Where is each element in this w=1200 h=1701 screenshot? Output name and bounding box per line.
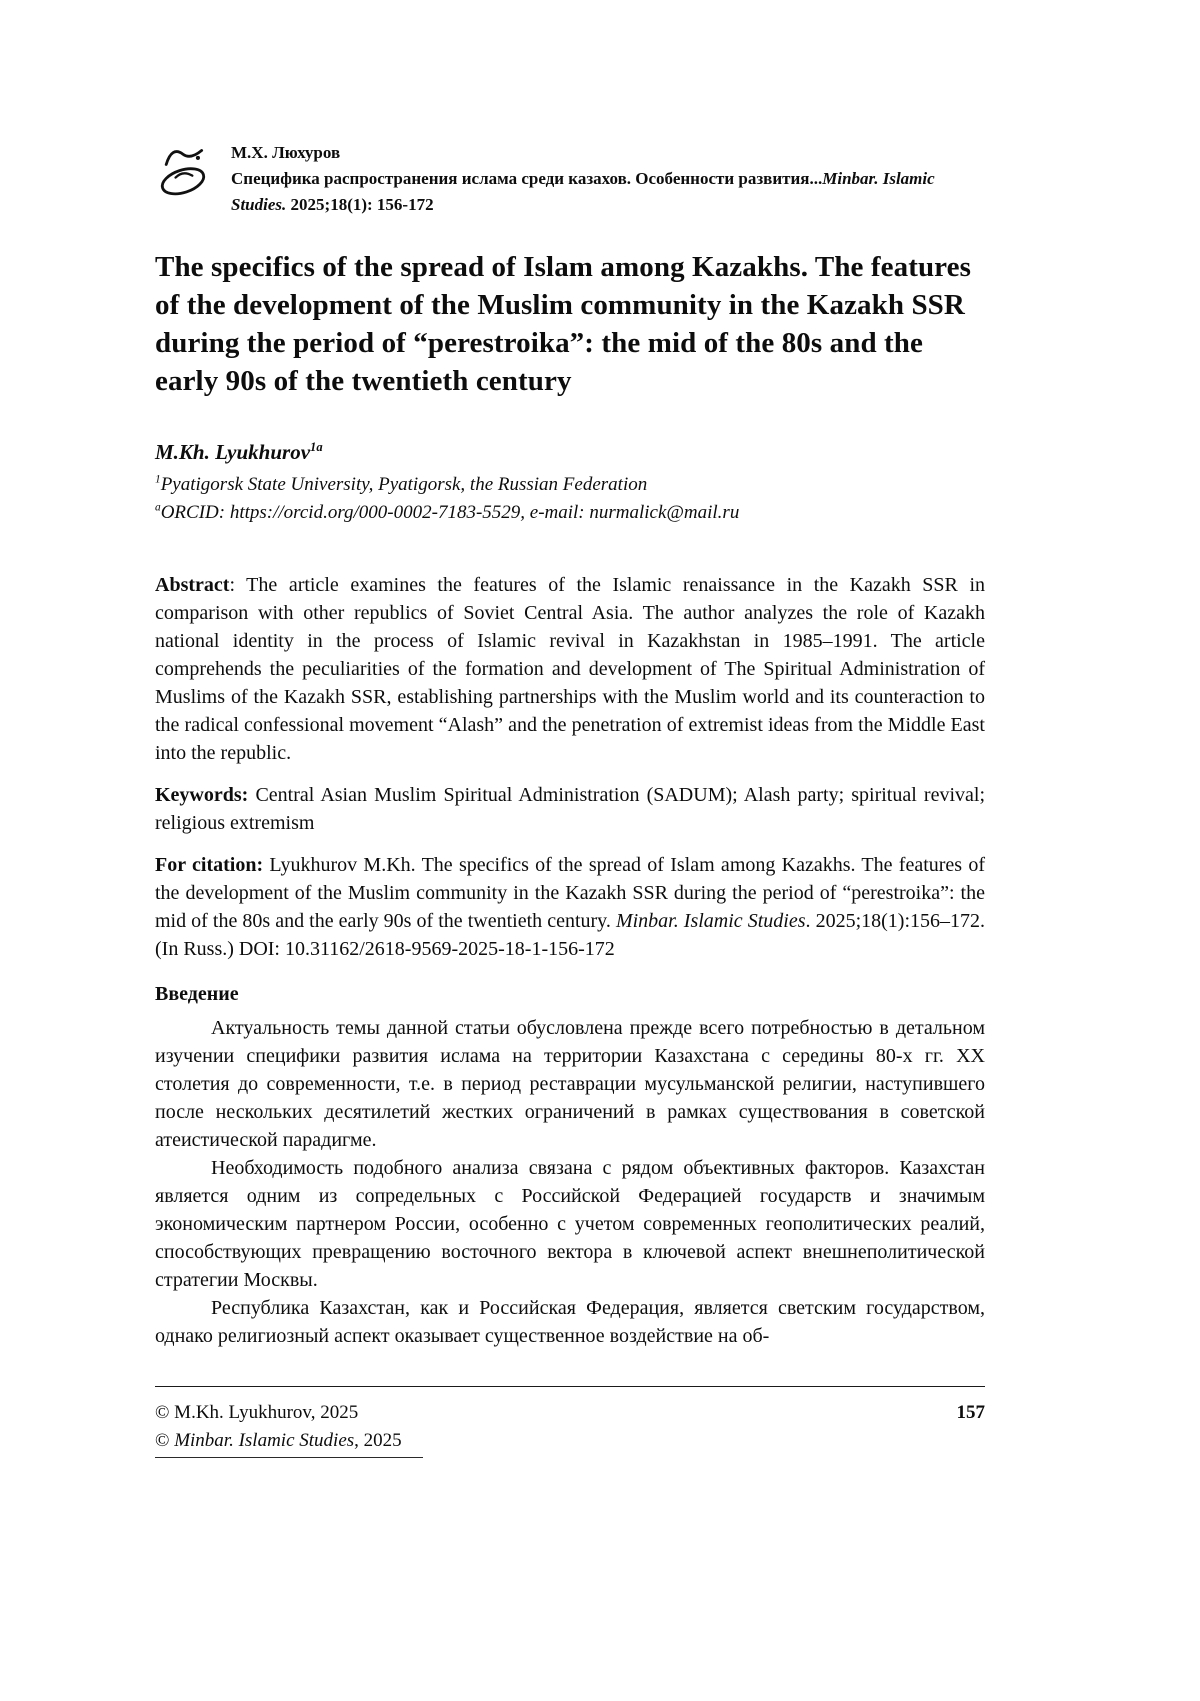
intro-paragraph-2: Необходимость подобного анализа связана с рядом объективных факторов. Казахстан является одним из сопредельных с Российской Федерацией государств и значимым экономическим партнером России, особенно с учетом современных геополитических реалий, способствующих превращению восточного вектора в ключевой аспект внешнеполитической стратегии Москвы. [155, 1157, 985, 1291]
running-head [155, 140, 985, 218]
author-orcid-line [155, 499, 985, 527]
page-footer [155, 1386, 985, 1458]
orcid-text: ORCID: https://orcid.org/000-0002-7183-5529, e-mail: nurmalick@mail.ru [160, 502, 740, 523]
author-name-text: M.Kh. Lyukhurov [155, 440, 311, 464]
copyright-author: © M.Kh. Lyukhurov, 2025 [155, 1402, 359, 1423]
copyright-year: , 2025 [354, 1430, 402, 1451]
citation-journal: Minbar. Islamic Studies [615, 910, 806, 932]
page-number: 157 [956, 1402, 985, 1423]
running-head-title-line [231, 166, 985, 218]
affiliation-text: Pyatigorsk State University, Pyatigorsk, the Russian Federation [160, 474, 648, 495]
citation-text-2: . 2025;18(1):156–172. (In Russ.) DOI: 10.31162/2618-9569-2025-18-1-156-172 [155, 910, 986, 960]
citation-paragraph [155, 851, 985, 963]
abstract-paragraph [155, 571, 985, 767]
orcid-superscript: a [155, 501, 161, 514]
journal-logo-icon [155, 142, 211, 200]
keywords-text: Central Asian Muslim Spiritual Administration (SADUM); Alash party; spiritual revival; religious extremism [155, 784, 985, 834]
copyright-journal-name: Minbar. Islamic Studies [174, 1430, 355, 1451]
author-affiliation [155, 471, 985, 499]
citation-label: For citation: [155, 854, 264, 876]
intro-paragraph-1: Актуальность темы данной статьи обусловлена прежде всего потребностью в детальном изучении специфики развития ислама на территории Казахстана с середины 80-х гг. XX столетия до современности, т.е. в период реставрации мусульманской религии, наступившего после нескольких десятилетий жестких ограничений в рамках существования в советской атеистической парадигме. [155, 1017, 985, 1151]
running-head-text [231, 140, 985, 218]
section-heading-introduction: Введение [155, 983, 239, 1005]
copyright-block [155, 1399, 423, 1458]
running-head-journal: Minbar. Islamic Studies. [231, 169, 935, 214]
footer-rule [155, 1457, 423, 1458]
article-title: The specifics of the spread of Islam among Kazakhs. The features of the development of the Muslim community in the Kazakh SSR during the period of “perestroika”: the mid of the 80s and the early 90s of the twentieth century [155, 251, 971, 397]
copyright-symbol: © [155, 1430, 175, 1451]
keywords-paragraph [155, 781, 985, 837]
author-name [155, 440, 985, 465]
author-block [155, 440, 985, 527]
keywords-label: Keywords: [155, 784, 249, 806]
intro-paragraph-3: Республика Казахстан, как и Российская Федерация, является светским государством, однако религиозный аспект оказывает существенное воздействие на об- [155, 1297, 985, 1347]
running-head-author: М.Х. Люхуров [231, 143, 341, 162]
abstract-text: : The article examines the features of the Islamic renaissance in the Kazakh SSR in comparison with other republics of Soviet Central Asia. The author analyzes the role of Kazakh national identity in the process of Islamic revival in Kazakhstan in 1985–1991. The article comprehends the peculiarities of the formation and development of The Spiritual Administration of Muslims of the Kazakh SSR, establishing partnerships with the Muslim world and its counteraction to the radical confessional movement “Alash” and the penetration of extremist ideas from the Middle East into the republic. [155, 574, 985, 764]
abstract-label: Abstract [155, 574, 230, 596]
copyright-journal-line [155, 1427, 423, 1455]
running-head-title: Специфика распространения ислама среди казахов. Особенности развития... [231, 169, 823, 188]
author-superscript: 1a [310, 440, 323, 454]
running-head-issue: 2025;18(1): 156-172 [286, 195, 434, 214]
citation-text-1: Lyukhurov M.Kh. The specifics of the spread of Islam among Kazakhs. The features of the development of the Muslim community in the Kazakh SSR during the period of “perestroika”: the mid of the 80s and the early 90s of the twentieth century. [155, 854, 986, 932]
affiliation-superscript: 1 [155, 473, 161, 486]
